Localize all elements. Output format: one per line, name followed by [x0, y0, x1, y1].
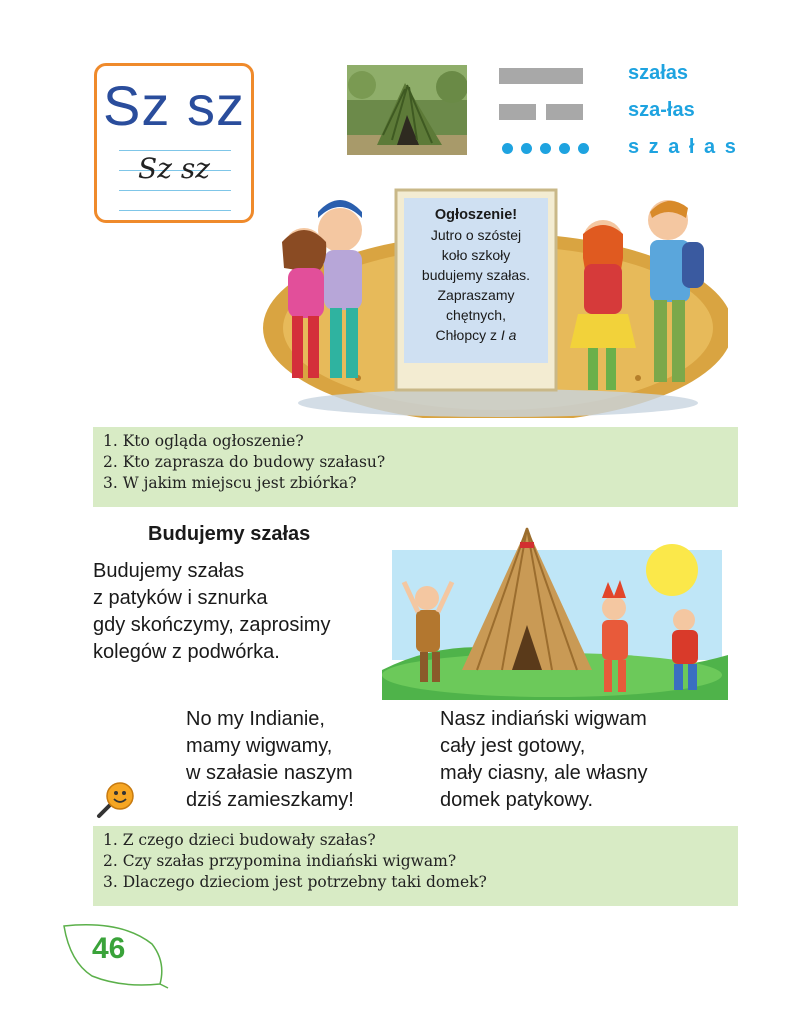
question: 1. Kto ogląda ogłoszenie?: [103, 432, 304, 450]
syllable-word: szałas: [628, 62, 689, 84]
word-bar: [499, 68, 583, 84]
syllable-split: sza-łas: [628, 99, 695, 121]
notice-heading: Ogłoszenie!: [434, 207, 518, 223]
notice-text: [404, 205, 548, 345]
syllable-bar-1: [499, 104, 536, 120]
letter-handwritten: Sz sz: [138, 152, 210, 185]
letter-dot: [559, 143, 570, 154]
microphone-smiley-icon: [93, 780, 137, 820]
questions-box-2: [93, 826, 738, 906]
stanza-2: No my Indianie, mamy wigwamy, w szałasie naszym dziś zamieszkamy!: [186, 708, 354, 811]
question: 2. Kto zaprasza do budowy szałasu?: [103, 453, 386, 471]
questions-box-1: [93, 427, 738, 507]
question: 3. Dlaczego dzieciom jest potrzebny taki domek?: [103, 873, 487, 891]
notice-line: chętnych,: [446, 307, 506, 323]
question: 2. Czy szałas przypomina indiański wigwam?: [103, 852, 457, 870]
syllable-bar-2: [546, 104, 583, 120]
letter-dot: [502, 143, 513, 154]
stanza-1: Budujemy szałas z patyków i sznurka gdy skończymy, zaprosimy kolegów z podwórka.: [93, 560, 331, 663]
stanza-3: Nasz indiański wigwam cały jest gotowy, mały ciasny, ale własny domek patykowy.: [440, 708, 648, 811]
syllable-letters: s z a ł a s: [628, 136, 738, 158]
question: 1. Z czego dzieci budowały szałas?: [103, 831, 376, 849]
poem-title: Budujemy szałas: [148, 523, 311, 545]
notice-signature: Chłopcy z I a: [435, 327, 517, 343]
letter-print: Sz sz: [103, 74, 245, 137]
page-number: 46: [92, 932, 126, 965]
page-number-leaf: [62, 922, 172, 990]
question: 3. W jakim miejscu jest zbiórka?: [103, 474, 357, 492]
letter-dot: [540, 143, 551, 154]
notice-line: Jutro o szóstej: [430, 227, 522, 243]
letter-dot: [578, 143, 589, 154]
letter-card: [94, 63, 254, 223]
shelter-photo: [347, 65, 467, 155]
letter-dot: [521, 143, 532, 154]
wigwam-illustration: [382, 520, 728, 700]
notice-line: Zapraszamy: [437, 287, 515, 303]
notice-line: budujemy szałas.: [421, 267, 531, 283]
notice-line: koło szkoły: [441, 247, 511, 263]
